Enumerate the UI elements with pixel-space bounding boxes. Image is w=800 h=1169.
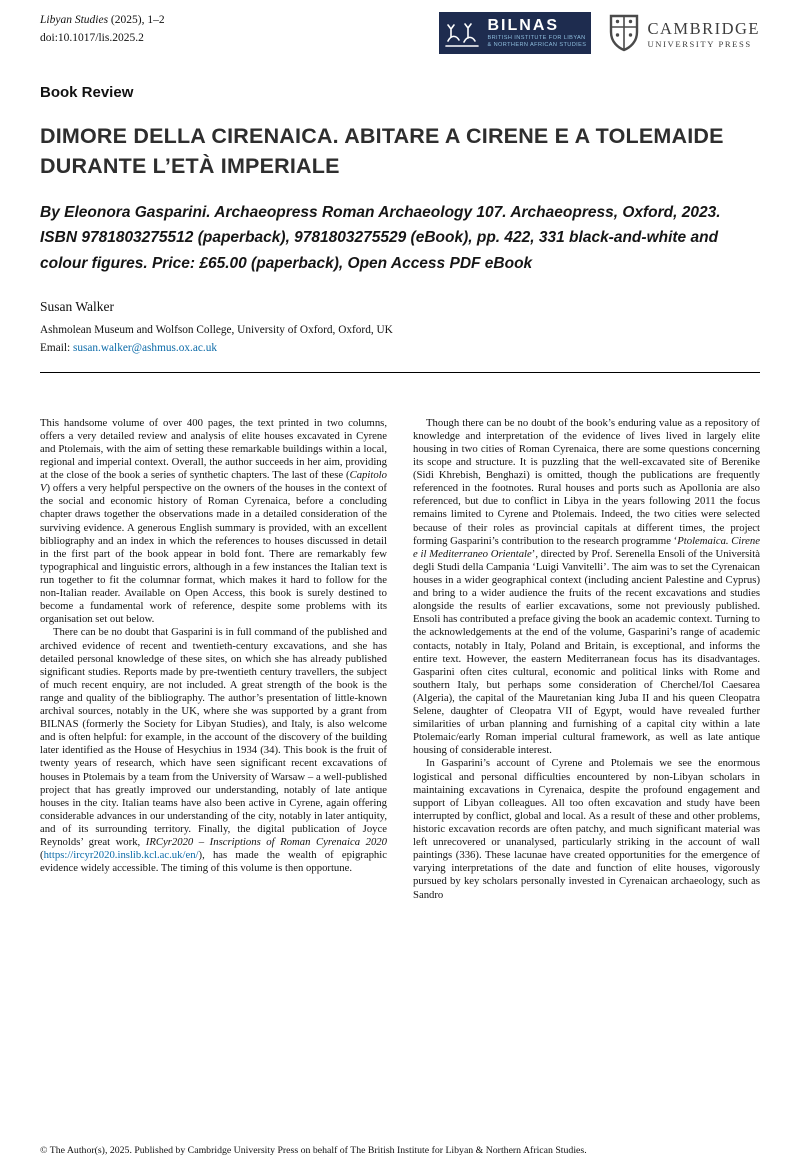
cambridge-shield-icon [609, 14, 639, 57]
bilnas-tagline-line2: & NORTHERN AFRICAN STUDIES [487, 41, 587, 48]
journal-name: Libyan Studies [40, 14, 109, 26]
email-line [40, 342, 760, 354]
body-paragraph [40, 626, 387, 875]
text-run: In Gasparini’s account of Cyrene and Ptolemais we see the enormous logistical and personal difficulties encountered by non-Libyan scholars in maintaining excavations in Cyrenaica, despite the profound engagement and support of Libyan colleagues. All too often excavation and study have been interrupted by conflict, global and local. As a result of these and other problems, historic excavation records are often patchy, and much significant material was left unrecovered or unanalysed, particularly striking in the account of wall paintings (336). These lacunae have created opportunities for the emergence of varying interpretations of the date and function of elite houses, vigorously pursued by key scholars personally invested in Cyrenaican archaeology, such as Sandro [413, 757, 760, 901]
body-column-right [413, 417, 760, 902]
cambridge-logo-text [647, 20, 760, 50]
copyright-line: © The Author(s), 2025. Published by Cambridge University Press on behalf of The British Institute for Libyan & Northern African Studies. [40, 1145, 587, 1156]
text-run: ), has made the wealth of epigraphic evidence widely accessible. The timing of this volume is then opportune. [40, 849, 387, 875]
body-paragraph [413, 417, 760, 758]
body-paragraph [40, 417, 387, 627]
cambridge-logo [609, 14, 760, 57]
journal-issue-line [40, 12, 165, 30]
text-run: Though there can be no doubt of the book’s enduring value as a repository of knowledge and interpretation of the evidence of lives lived in largely elite housing in two cities of Roman Cyrenaica, there are some questions concerning its scope and structure. It is puzzling that the well-excavated site of Berenike (Sidi Khrebish, Benghazi) is omitted, though the publications are frequently referenced in the footnotes. Rural houses and ports such as Apollonia are also referenced, but due to conflict in Libya in the years following 2011 the focus remains limited to Cyrene and Ptolemais. Indeed, the two cities were selected because of their roles as provincial capitals at different times, the project forming Gasparini’s contribution to the research programme ‘ [413, 416, 760, 547]
text-run: ’, directed by Prof. Serenella Ensoli of the Università degli Studi della Campania ‘Luigi Vanvitelli’. The aim was to set the Cyrenaican houses in a wider geographical context (including ancient Palestine and Cyprus) and bring to a wider audience the fruits of the recent excavations and studies alongside the results of earlier excavations, some not previously published. Ensoli has contributed a preface giving the book an academic context. Turning to the acknowledgements at the end of the volume, Gasparini’s range of academic contacts, notably in Italy, Poland and Britain, is exceptional, and informs the entire text. However, the eastern Mediterranean focus has its disadvantages. Gasparini often cites cultural, economic and political links with Rome and southern Italy, but perhaps some consideration of Cherchel/Iol Caesarea (Algeria), the capital of the Mauretanian king Juba II and his queen Cleopatra Selene, daughter of Cleopatra VII of Egypt, would have revealed further similarities of urban planning and furnishing of a capital city within a late Ptolemaic/early Roman imperial cultural framework, as well as late antique housing of considerable interest. [413, 547, 760, 757]
bilnas-wordmark: BILNAS [487, 17, 560, 35]
author-email-link[interactable]: susan.walker@ashmus.ox.ac.uk [72, 341, 218, 354]
article-title: DIMORE DELLA CIRENAICA. ABITARE A CIRENE E A TOLEMAIDE DURANTE L’ETÀ IMPERIALE [40, 124, 724, 178]
bilnas-pictograph-icon [439, 12, 485, 54]
cambridge-wordmark: CAMBRIDGE [647, 19, 760, 39]
text-run: ) offers a very helpful perspective on the owners of the houses in the context of the social and economic history of Roman Cyrenaica, before a concluding chapter draws together the observations made in a detailed consideration of the surviving evidence. A generous English summary is provided, with an excellent bibliography and an index in which the references to houses discussed in detail in the first part of the book appear in bold font. There are remarkably few typographical and linguistic errors, although in a few instances the Italian text is run together to fit the columnar format, which makes it hard to follow for the non-Italian reader. Available on Open Access, this book is surely destined to become a fundamental work of reference, despite some problems with its organisation set out below. [40, 482, 387, 626]
doi-line: doi:10.1017/lis.2025.2 [40, 31, 144, 44]
text-run: Capitolo V [40, 469, 387, 495]
section-label: Book Review [40, 84, 134, 101]
article-body [40, 417, 760, 902]
text-run: ( [40, 849, 44, 862]
bilnas-logo [439, 12, 591, 54]
text-run: Ptolemaica. Cirene e il Mediterraneo Orientale [413, 534, 760, 560]
external-link[interactable]: https://ircyr2020.inslib.kcl.ac.uk/en/ [43, 849, 199, 862]
body-column-left [40, 417, 387, 902]
header-divider [40, 372, 760, 373]
bilnas-logo-text [485, 12, 586, 54]
author-affiliation: Ashmolean Museum and Wolfson College, University of Oxford, Oxford, UK [40, 323, 393, 336]
text-run: IRCyr2020 – Inscriptions of Roman Cyrenaica 2020 [145, 836, 387, 849]
masthead [40, 12, 760, 57]
author-name: Susan Walker [40, 298, 115, 314]
body-paragraph [413, 757, 760, 901]
email-label: Email: [40, 341, 73, 354]
bilnas-tagline-line1: BRITISH INSTITUTE FOR LIBYAN [487, 34, 586, 41]
cambridge-press-label: UNIVERSITY PRESS [647, 39, 752, 50]
journal-issue: (2025), 1–2 [108, 14, 165, 26]
masthead-citation-block [40, 12, 165, 48]
book-citation: By Eleonora Gasparini. Archaeopress Roman Archaeology 107. Archaeopress, Oxford, 2023. ISBN 9781803275512 (paperback), 9781803275529 (eBook), pp. 422, 331 black-and-white and colour figures. Price: £65.00 (paperback), Open Access PDF eBook [40, 204, 721, 272]
text-run: There can be no doubt that Gasparini is in full command of the published and archived evidence of recent and twentieth-century excavations, and she has detailed personal knowledge of these sites, on which she has already published significant studies. Reports made by pre-twentieth century travellers, the subject of much recent enquiry, are not included. A great strength of the book is the range and quality of the bibliography. The author’s presentation of little-known archival sources, notably in the UK, where she was supported by a grant from BILNAS (formerly the Society for Libyan Studies), and Italy, is also welcome and is often helpful: for example, in the account of the discovery of the building later identified as the House of Hesychius in 1934 (34). This book is the fruit of twenty years of research, which have seen significant recent excavations of houses in Ptolemais by a team from the University of Warsaw – a well-published project that has greatly improved our understanding, notably of late antique houses in the city. Italian teams have also been active in Cyrene, again offering considerable advances in our understanding of the city, notably in later antiquity, and of its surrounding territory. Finally, the digital publication of Joyce Reynolds’ great work, [40, 626, 387, 849]
masthead-logos [439, 12, 760, 57]
text-run: This handsome volume of over 400 pages, the text printed in two columns, offers a very detailed review and analysis of elite houses excavated in Cyrene and Ptolemais, with the aim of setting these remarkable buildings within a local, regional and imperial context. Overall, the author succeeds in her aim, providing at the close of the book a series of synthetic chapters. The last of these ( [40, 416, 387, 482]
